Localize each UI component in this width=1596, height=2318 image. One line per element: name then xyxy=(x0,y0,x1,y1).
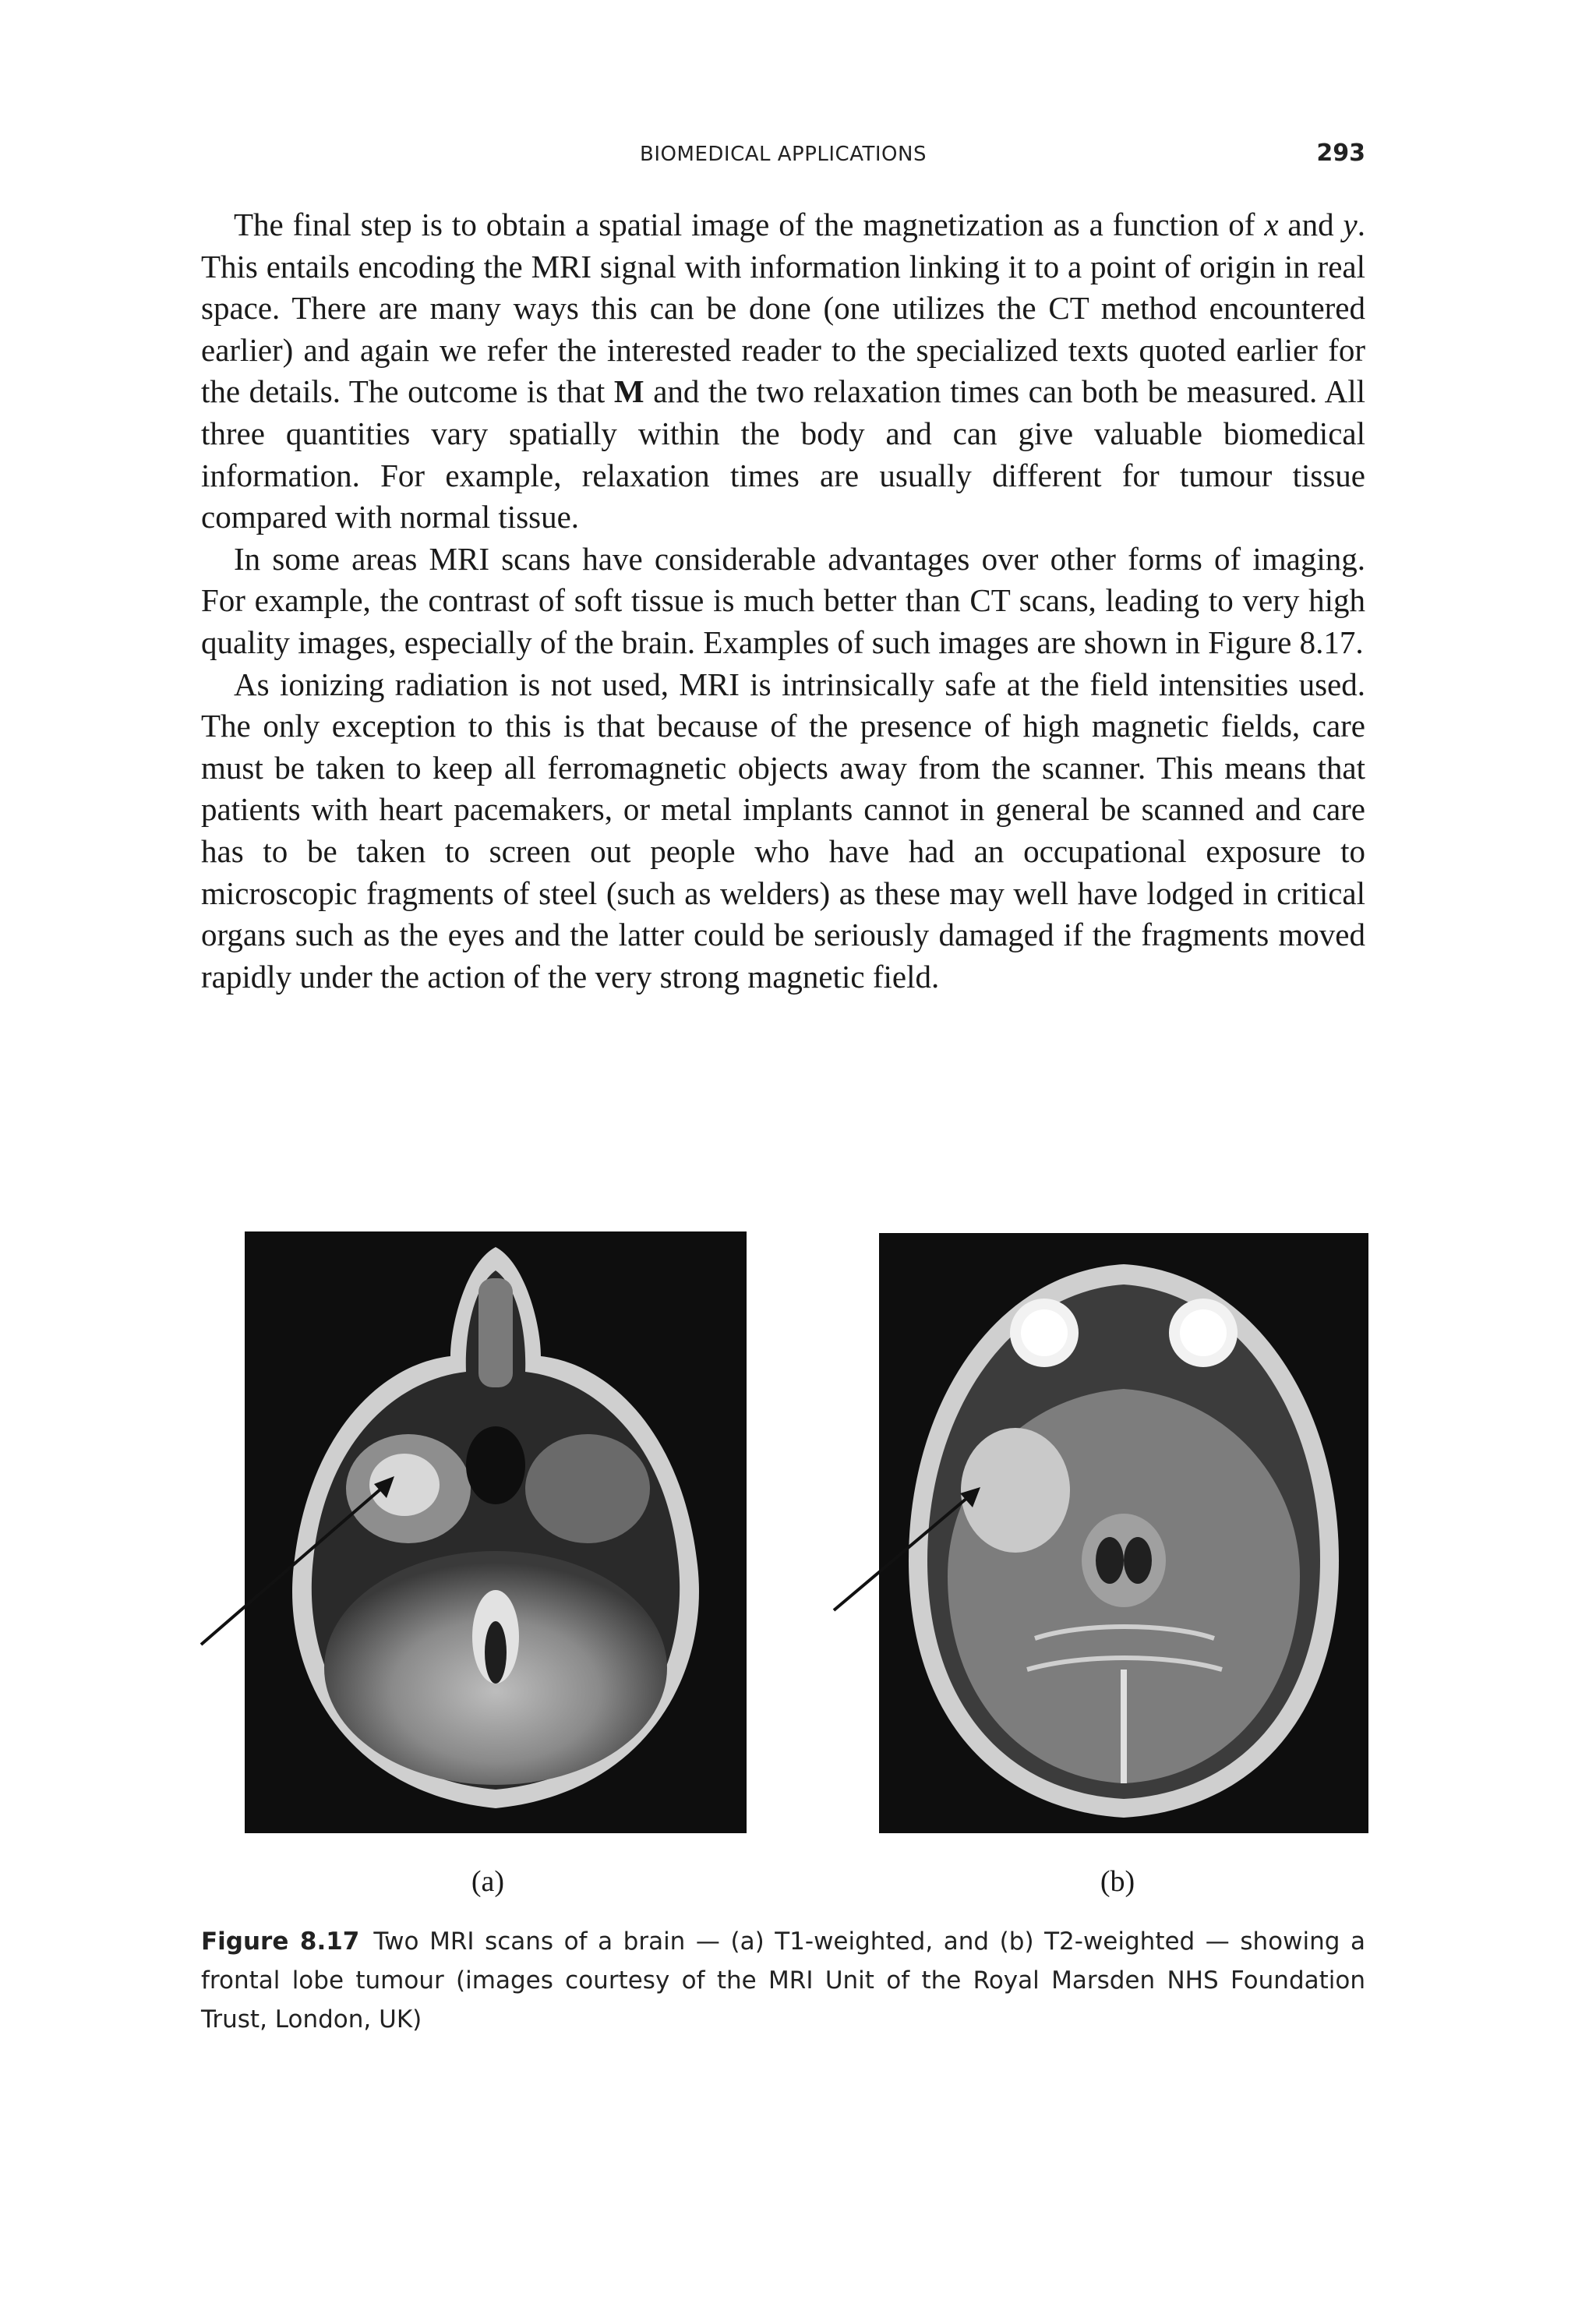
paragraph xyxy=(201,204,1365,539)
paragraph-text: As ionizing radiation is not used, MRI is intrinsically safe at the field intensities used. The only exception to this is that because of the presence of high magnetic fields, care must be taken to keep all ferromagnetic objects away from the scanner. This means that patients with heart pacemakers, or metal implants cannot in general be scanned and care has to be taken to screen out people who have had an occupational exposure to microscopic fragments of steel (such as welders) as these may well have lodged in critical organs such as the eyes and the latter could be seriously damaged if the fragments moved rapidly under the action of the very strong magnetic field. xyxy=(201,666,1365,995)
mri-scan-a-illustration xyxy=(245,1231,747,1833)
paragraph-text: . This entails encoding the MRI signal with information linking it to a point of origin in real space. There are many ways this can be done (one utilizes the CT method encountered earlier) and again we refer the interested reader to the specialized texts quoted earlier for the details. The outcome is that xyxy=(201,207,1365,410)
page-number: 293 xyxy=(1316,140,1365,167)
caption-text: Two MRI scans of a brain — (a) T1-weighted, and (b) T2-weighted — showing a frontal lobe tumour (images courtesy of the MRI Unit of the Royal Marsden NHS Foundation Trust, London, UK) xyxy=(201,1928,1365,2034)
page-header xyxy=(201,136,1365,175)
figure-8-17 xyxy=(201,1224,1365,1925)
figure-number: Figure 8.17 xyxy=(201,1928,360,1956)
paragraph-text: and the two relaxation times can both be measured. All three quantities vary spatially within the body and can give valuable biomedical information. For example, relaxation times are usually different for tumour tissue compared with normal tissue. xyxy=(201,373,1365,535)
panel-a-label: (a) xyxy=(471,1865,505,1898)
paragraph xyxy=(201,664,1365,998)
body-text xyxy=(201,204,1365,998)
paragraph-text: The final step is to obtain a spatial image of the magnetization as a function of xyxy=(234,207,1265,242)
paragraph-text: M xyxy=(613,373,644,410)
paragraph xyxy=(201,539,1365,664)
figure-caption xyxy=(201,1922,1365,2039)
mri-scan-b-image xyxy=(879,1233,1368,1833)
paragraph-text: and xyxy=(1278,207,1344,242)
mri-scan-b-illustration xyxy=(879,1233,1368,1833)
paragraph-text: y xyxy=(1343,207,1358,242)
mri-scan-a-image xyxy=(245,1231,747,1833)
panel-b-label: (b) xyxy=(1100,1865,1135,1898)
paragraph-text: x xyxy=(1264,207,1279,242)
running-head: BIOMEDICAL APPLICATIONS xyxy=(640,143,927,166)
paragraph-text: In some areas MRI scans have considerable advantages over other forms of imaging. For example, the contrast of soft tissue is much better than CT scans, leading to very high quality images, especially of the brain. Examples of such images are shown in Figure 8.17. xyxy=(201,540,1365,660)
